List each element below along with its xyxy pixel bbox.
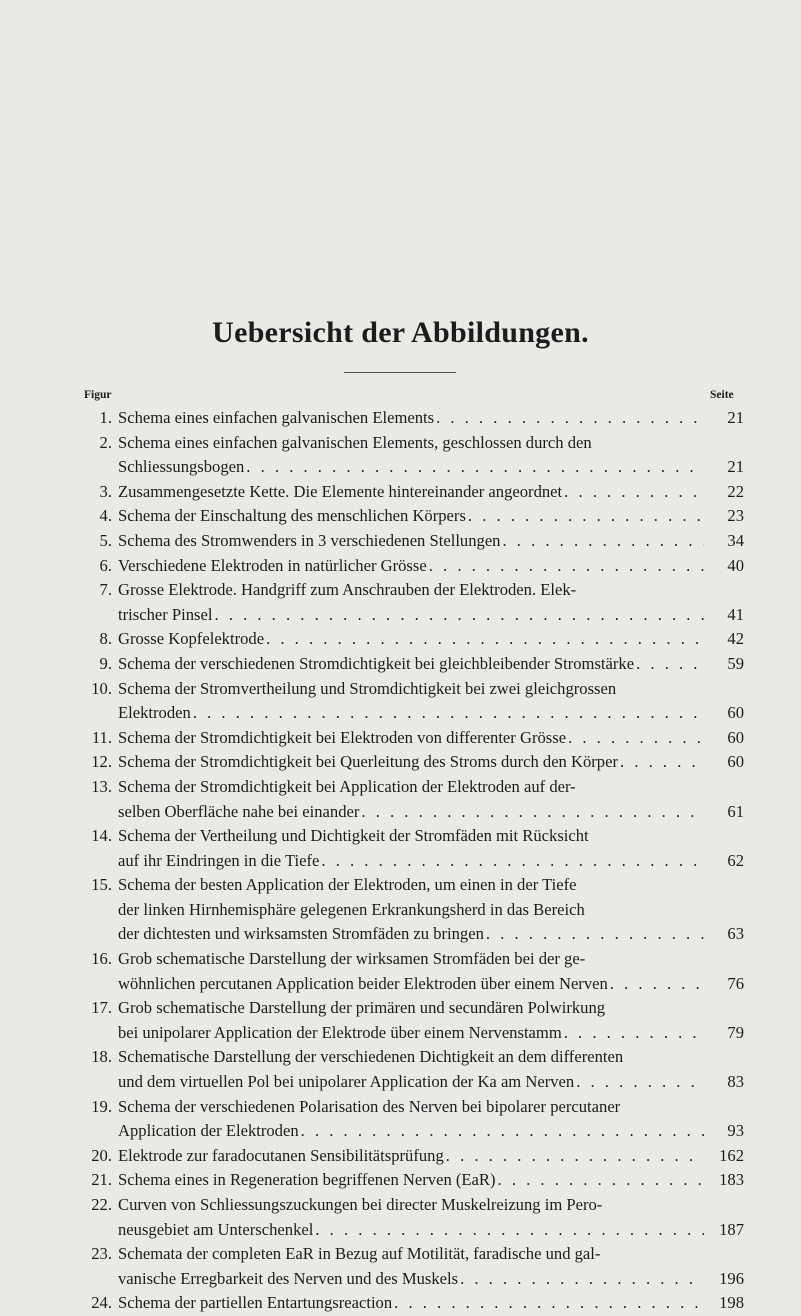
dot-leader <box>634 652 704 677</box>
page-number: 183 <box>719 1170 744 1190</box>
list-item <box>84 1045 744 1094</box>
figure-caption: Elektrode zur faradocutanen Sensibilitätsprüfung <box>118 1145 444 1165</box>
figure-number: 7. <box>99 580 112 600</box>
dot-leader <box>500 529 704 554</box>
figure-caption: auf ihr Eindringen in die Tiefe <box>118 850 320 870</box>
list-item <box>84 1144 744 1169</box>
list-item <box>84 873 744 947</box>
figure-caption: neusgebiet am Unterschenkel <box>118 1219 314 1239</box>
figure-number: 23. <box>91 1244 112 1264</box>
page-number: 79 <box>727 1022 744 1042</box>
figure-caption: Schema der Stromvertheilung und Stromdichtigkeit bei zwei gleichgrossen <box>118 678 617 698</box>
figure-caption: Application der Elektroden <box>118 1121 299 1141</box>
figure-caption: Verschiedene Elektroden in natürlicher Grösse <box>118 555 427 575</box>
list-item <box>84 1193 744 1242</box>
list-item <box>84 406 744 431</box>
dot-leader <box>562 480 704 505</box>
figure-caption: Schema eines einfachen galvanischen Elements <box>118 408 435 427</box>
figure-caption: bei unipolarer Application der Elektrode über einem Nervenstamm <box>118 1022 562 1042</box>
figure-list <box>84 406 744 1316</box>
page-number: 21 <box>727 457 744 477</box>
figure-number: 5. <box>99 530 112 550</box>
figure-caption: Schema des Stromwenders in 3 verschiedenen Stellungen <box>118 530 501 550</box>
dot-leader <box>562 1021 704 1046</box>
figure-caption: Schema der besten Application der Elektroden, um einen in der Tiefe <box>118 875 577 895</box>
figure-caption: Schemata der completen EaR in Bezug auf Motilität, faradische und gal- <box>118 1244 601 1264</box>
dot-leader <box>466 504 704 529</box>
figure-caption: selben Oberfläche nahe bei einander <box>118 801 360 821</box>
dot-leader <box>319 849 704 874</box>
figure-number: 15. <box>91 875 112 895</box>
list-item <box>84 726 744 751</box>
figure-number: 6. <box>99 555 112 575</box>
figure-caption: Schliessungsbogen <box>118 457 245 477</box>
dot-leader <box>574 1070 704 1095</box>
page-title: Uebersicht der Abbildungen. <box>212 316 589 349</box>
page-number: 40 <box>727 555 744 575</box>
figure-number: 18. <box>91 1047 112 1067</box>
figure-number: 8. <box>99 629 112 649</box>
dot-leader <box>496 1168 704 1193</box>
dot-leader <box>444 1144 704 1169</box>
figure-caption: der linken Hirnhemisphäre gelegenen Erkrankungsherd in das Bereich <box>118 899 585 919</box>
figure-caption: Schema eines in Regeneration begriffenen Nerven (EaR) <box>118 1170 496 1190</box>
figure-caption: Zusammengesetzte Kette. Die Elemente hintereinander angeordnet <box>118 481 563 501</box>
dot-leader <box>484 922 704 947</box>
page-number: 62 <box>727 850 744 870</box>
figure-caption: Schema der Stromdichtigkeit bei Querleitung des Stroms durch den Körper <box>118 752 619 772</box>
title-divider <box>344 372 456 373</box>
figure-number: 12. <box>91 752 112 772</box>
figure-caption: und dem virtuellen Pol bei unipolarer Application der Ka am Nerven <box>118 1072 575 1092</box>
column-header-figure: Figur <box>84 389 112 401</box>
dot-leader <box>191 701 704 726</box>
figure-number: 2. <box>99 432 112 452</box>
figure-caption: der dichtesten und wirksamsten Stromfäden zu bringen <box>118 924 484 944</box>
page-number: 61 <box>727 801 744 821</box>
page-number: 34 <box>727 530 744 550</box>
page-number: 198 <box>719 1293 744 1313</box>
figure-caption: Grob schematische Darstellung der wirksamen Stromfäden bei der ge- <box>118 949 586 969</box>
dot-leader <box>618 750 704 775</box>
figure-number: 16. <box>91 949 112 969</box>
page-number: 41 <box>727 604 744 624</box>
dot-leader <box>427 554 704 579</box>
figure-number: 20. <box>91 1145 112 1165</box>
page-number: 93 <box>727 1121 744 1141</box>
dot-leader <box>434 406 704 431</box>
list-item <box>84 1095 744 1144</box>
dot-leader <box>359 800 704 825</box>
figure-caption: Schema eines einfachen galvanischen Elements, geschlossen durch den <box>118 432 592 452</box>
figure-caption: Schema der Stromdichtigkeit bei Application der Elektroden auf der- <box>118 776 576 796</box>
dot-leader <box>299 1119 704 1144</box>
list-item <box>84 627 744 652</box>
page-number: 187 <box>719 1219 744 1239</box>
list-item <box>84 578 744 627</box>
figure-caption: Schema der partiellen Entartungsreaction <box>118 1293 393 1313</box>
page-number: 76 <box>727 973 744 993</box>
page-number: 60 <box>727 752 744 772</box>
list-item <box>84 652 744 677</box>
column-header-page: Seite <box>710 389 734 401</box>
figure-number: 3. <box>99 481 112 501</box>
figure-caption: Schema der Stromdichtigkeit bei Elektroden von differenter Grösse <box>118 727 567 747</box>
list-item <box>84 504 744 529</box>
list-item <box>84 529 744 554</box>
dot-leader <box>608 972 704 997</box>
figure-number: 22. <box>91 1195 112 1214</box>
page-number: 196 <box>719 1268 744 1288</box>
figure-caption: trischer Pinsel <box>118 604 213 624</box>
page-number: 59 <box>727 653 744 673</box>
figure-number: 1. <box>99 408 112 427</box>
figure-caption: Elektroden <box>118 703 191 723</box>
figure-caption: Schema der verschiedenen Stromdichtigkeit bei gleichbleibender Stromstärke <box>118 653 635 673</box>
figure-caption: Schema der verschiedenen Polarisation des Nerven bei bipolarer percutaner <box>118 1096 621 1116</box>
list-item <box>84 431 744 480</box>
figure-number: 13. <box>91 776 112 796</box>
figure-caption: Schematische Darstellung der verschiedenen Dichtigkeit an dem differenten <box>118 1047 624 1067</box>
figure-number: 17. <box>91 998 112 1018</box>
figure-caption: Curven von Schliessungszuckungen bei directer Muskelreizung im Pero- <box>118 1195 603 1214</box>
page-number: 42 <box>727 629 744 649</box>
list-item <box>84 1291 744 1316</box>
dot-leader <box>244 455 704 480</box>
dot-leader <box>212 603 704 628</box>
figure-caption: Schema der Vertheilung und Dichtigkeit der Stromfäden mit Rücksicht <box>118 826 589 846</box>
page-number: 162 <box>719 1145 744 1165</box>
list-item <box>84 480 744 505</box>
list-item <box>84 677 744 726</box>
dot-leader <box>264 627 704 652</box>
dot-leader <box>392 1291 704 1316</box>
figure-caption: Grob schematische Darstellung der primären und secundären Polwirkung <box>118 998 606 1018</box>
page-number: 21 <box>727 408 744 427</box>
list-item <box>84 554 744 579</box>
list-item <box>84 750 744 775</box>
figure-number: 21. <box>91 1170 112 1190</box>
page-number: 83 <box>727 1072 744 1092</box>
list-item <box>84 1168 744 1193</box>
figure-number: 10. <box>91 678 112 698</box>
figure-number: 11. <box>91 727 112 747</box>
figure-number: 19. <box>91 1096 112 1116</box>
dot-leader <box>313 1218 704 1243</box>
figure-caption: wöhnlichen percutanen Application beider Elektroden über einem Nerven <box>118 973 608 993</box>
list-item <box>84 1242 744 1291</box>
figure-caption: Schema der Einschaltung des menschlichen Körpers <box>118 506 466 526</box>
figure-number: 9. <box>99 653 112 673</box>
figure-caption: Grosse Elektrode. Handgriff zum Anschrauben der Elektroden. Elek- <box>118 580 577 600</box>
list-item <box>84 996 744 1045</box>
figure-number: 4. <box>99 506 112 526</box>
figure-caption: Grosse Kopfelektrode <box>118 629 265 649</box>
dot-leader <box>566 726 704 751</box>
figure-caption: vanische Erregbarkeit des Nerven und des Muskels <box>118 1268 459 1288</box>
list-item <box>84 947 744 996</box>
page-number: 22 <box>727 481 744 501</box>
figure-number: 24. <box>91 1293 112 1313</box>
page-number: 23 <box>727 506 744 526</box>
dot-leader <box>458 1267 704 1292</box>
page-number: 63 <box>727 924 744 944</box>
page-number: 60 <box>727 703 744 723</box>
figure-number: 14. <box>91 826 112 846</box>
page-number: 60 <box>727 727 744 747</box>
list-item <box>84 824 744 873</box>
list-item <box>84 775 744 824</box>
